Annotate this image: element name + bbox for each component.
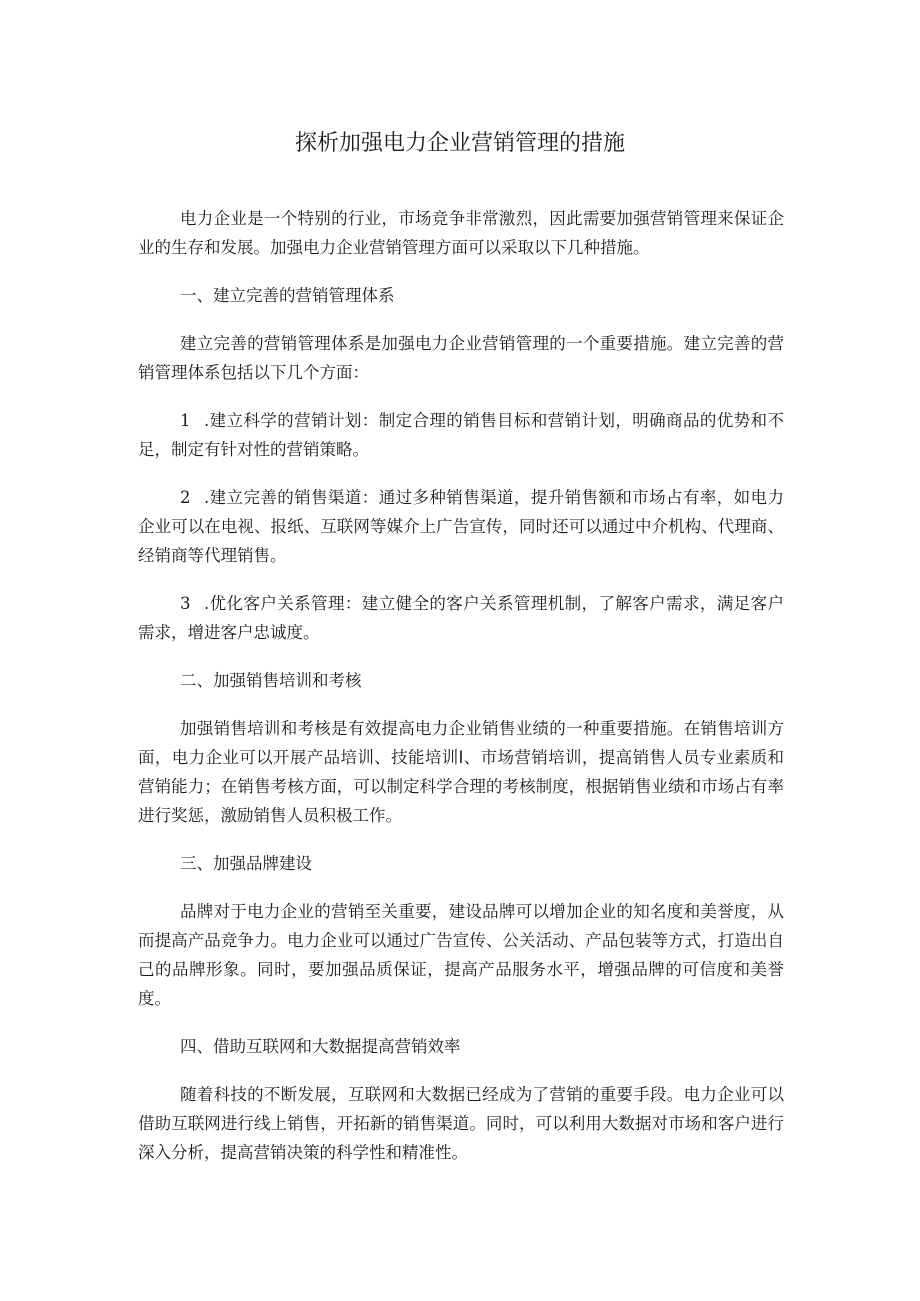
list-item-text: .建立完善的销售渠道：通过多种销售渠道，提升销售额和市场占有率，如电力企业可以在电视、报纸、互联网等媒介上广告宣传，同时还可以通过中介机构、代理商、经销商等代理销售。: [138, 488, 784, 565]
section-heading-2: 二、加强销售培训和考核: [180, 671, 362, 690]
section-body-4: 随着科技的不断发展，互联网和大数据已经成为了营销的重要手段。电力企业可以借助互联网进行线上销售，开拓新的销售渠道。同时，可以利用大数据对市场和客户进行深入分析，提高营销决策的科学性和精准性。: [138, 1085, 784, 1162]
list-item-text: .建立科学的营销计划：制定合理的销售目标和营销计划，明确商品的优势和不足，制定有针对性的营销策略。: [138, 411, 784, 459]
section-heading-4: 四、借助互联网和大数据提高营销效率: [180, 1037, 461, 1056]
section-heading-1: 一、建立完善的营销管理体系: [180, 286, 395, 305]
list-item-2: [138, 483, 784, 570]
list-item-3: [138, 589, 784, 647]
section-body-3: 品牌对于电力企业的营销至关重要，建设品牌可以增加企业的知名度和美誉度，从而提高产品竞争力。电力企业可以通过广告宣传、公关活动、产品包装等方式，打造出自己的品牌形象。同时，要加强品质保证，提高产品服务水平，增强品牌的可信度和美誉度。: [138, 902, 784, 1008]
document-body: [138, 204, 784, 1186]
list-item-number: 1: [180, 411, 191, 430]
list-item-text: .优化客户关系管理：建立健全的客户关系管理机制，了解客户需求，满足客户需求，增进客户忠诚度。: [138, 594, 784, 642]
section-body-2: 加强销售培训和考核是有效提高电力企业销售业绩的一种重要措施。在销售培训方面，电力企业可以开展产品培训、技能培训I、市场营销培训，提高销售人员专业素质和营销能力；在销售考核方面，可以制定科学合理的考核制度，根据销售业绩和市场占有率进行奖惩，激励销售人员积极工作。: [138, 719, 784, 825]
document-title: 探析加强电力企业营销管理的措施: [294, 131, 625, 156]
list-item-number: 2: [180, 488, 191, 507]
section-heading-3: 三、加强品牌建设: [180, 854, 312, 873]
section-body-1: 建立完善的营销管理体系是加强电力企业营销管理的一个重要措施。建立完善的营销管理体系包括以下几个方面：: [138, 334, 784, 382]
list-item-1: [138, 406, 784, 464]
list-item-number: 3: [180, 594, 191, 613]
intro-paragraph: 电力企业是一个特别的行业，市场竞争非常激烈，因此需要加强营销管理来保证企业的生存和发展。加强电力企业营销管理方面可以采取以下几种措施。: [138, 209, 784, 257]
